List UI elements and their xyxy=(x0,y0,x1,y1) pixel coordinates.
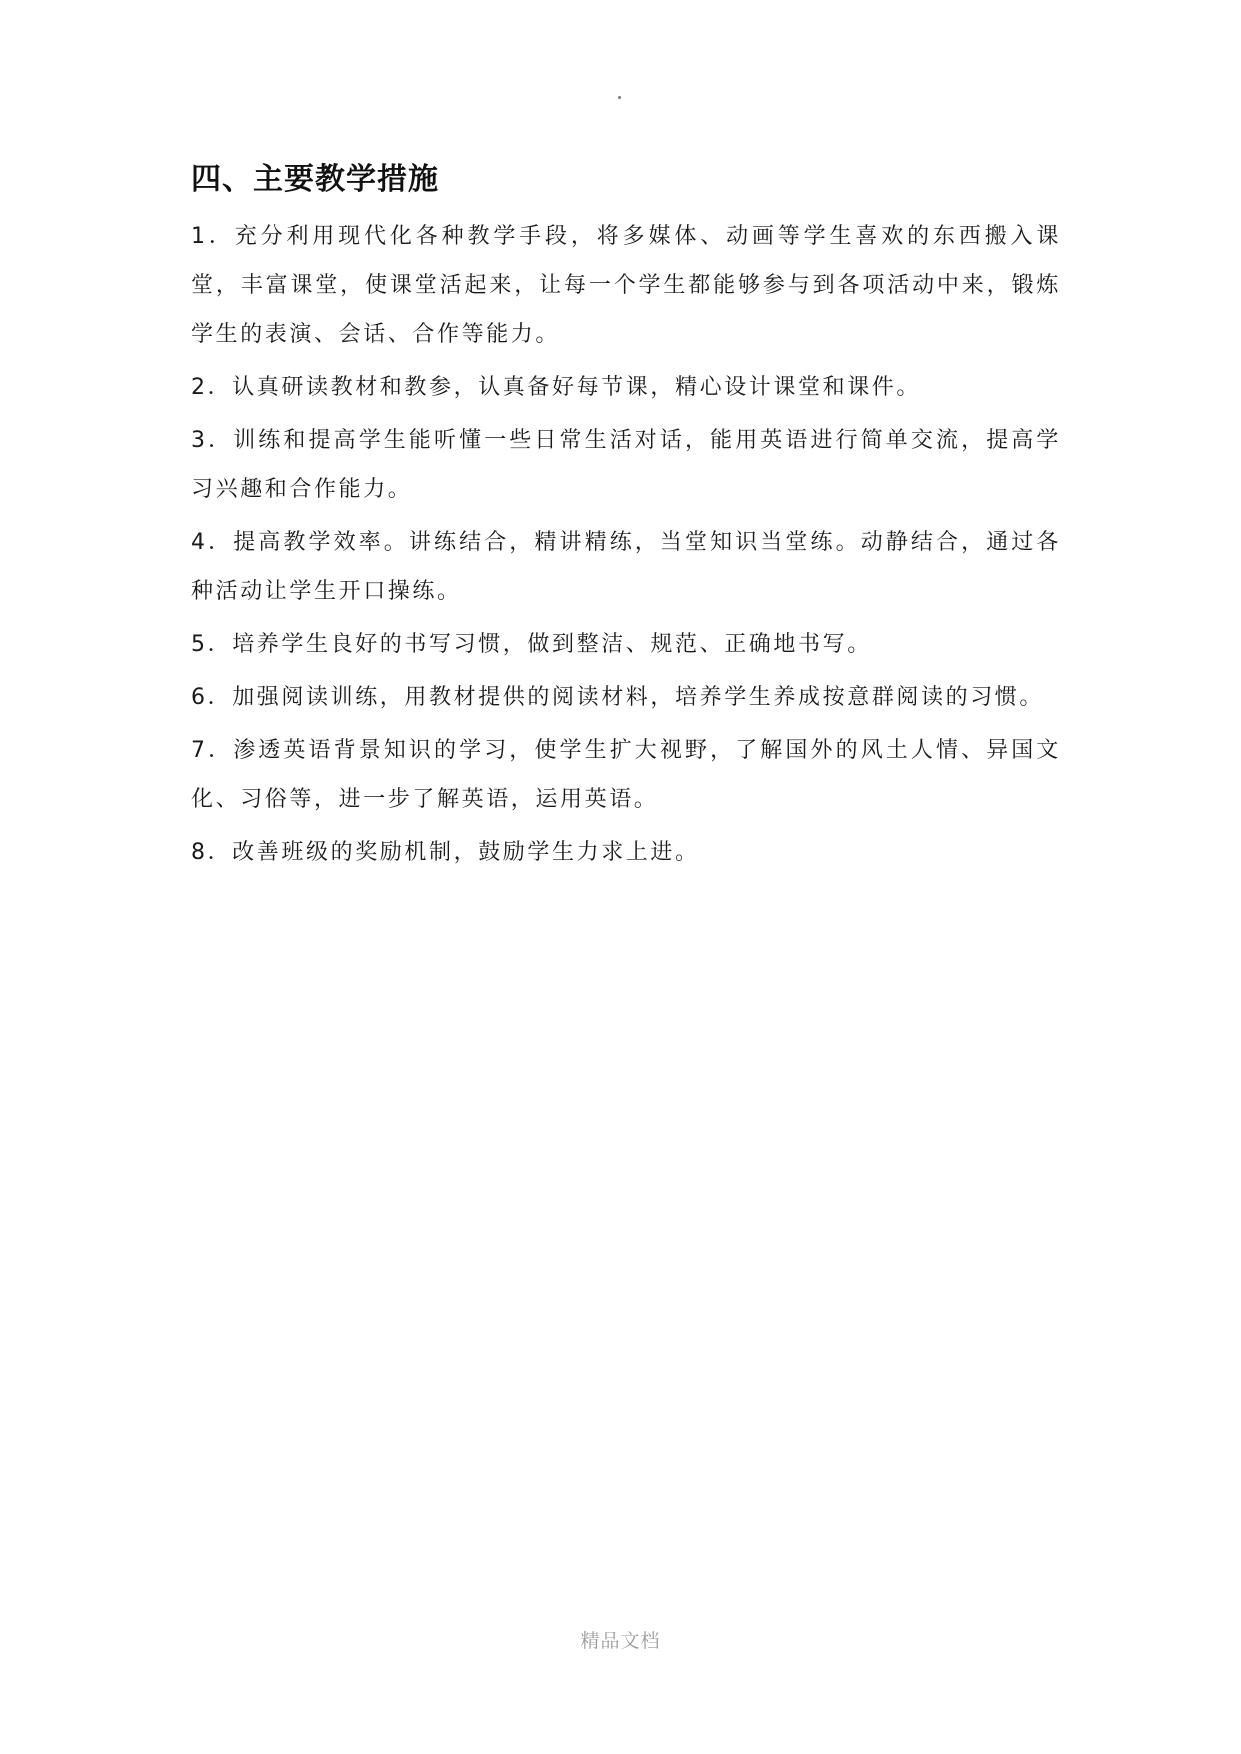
list-item-1 xyxy=(191,212,1061,359)
item-text: 渗透英语背景知识的学习，使学生扩大视野，了解国外的风土人情、异国文化、习俗等，进一步了解英语，运用英语。 xyxy=(191,738,1061,812)
item-text: 加强阅读训练，用教材提供的阅读材料，培养学生养成按意群阅读的习惯。 xyxy=(232,685,1045,710)
list-item-2 xyxy=(191,363,1061,412)
list-item-4 xyxy=(191,518,1061,616)
item-text: 训练和提高学生能听懂一些日常生活对话，能用英语进行简单交流，提高学习兴趣和合作能力。 xyxy=(191,428,1061,502)
list-item-6 xyxy=(191,673,1061,722)
item-text: 认真研读教材和教参，认真备好每节课，精心设计课堂和课件。 xyxy=(232,375,922,400)
list-item-8 xyxy=(191,828,1061,877)
list-item-7 xyxy=(191,726,1061,824)
item-text: 充分利用现代化各种教学手段，将多媒体、动画等学生喜欢的东西搬入课堂，丰富课堂，使课堂活起来，让每一个学生都能够参与到各项活动中来，锻炼学生的表演、会话、合作等能力。 xyxy=(191,224,1061,347)
list-item-3 xyxy=(191,416,1061,514)
item-number: 1． xyxy=(191,224,235,249)
item-number: 7． xyxy=(191,738,234,763)
item-number: 8． xyxy=(191,840,233,865)
item-number: 3． xyxy=(191,428,234,453)
item-text: 提高教学效率。讲练结合，精讲精练，当堂知识当堂练。动静结合，通过各种活动让学生开口操练。 xyxy=(191,530,1061,604)
header-dot xyxy=(618,96,621,99)
item-text: 改善班级的奖励机制，鼓励学生力求上进。 xyxy=(232,840,700,865)
item-number: 6． xyxy=(191,685,233,710)
item-number: 4． xyxy=(191,530,234,555)
item-number: 5． xyxy=(191,632,233,657)
section-heading: 四、主要教学措施 xyxy=(191,162,439,197)
list-item-5 xyxy=(191,620,1061,669)
item-text: 培养学生良好的书写习惯，做到整洁、规范、正确地书写。 xyxy=(232,632,872,657)
document-body xyxy=(191,158,1061,877)
item-number: 2． xyxy=(191,375,233,400)
page-footer: 精品文档 xyxy=(580,1630,661,1652)
